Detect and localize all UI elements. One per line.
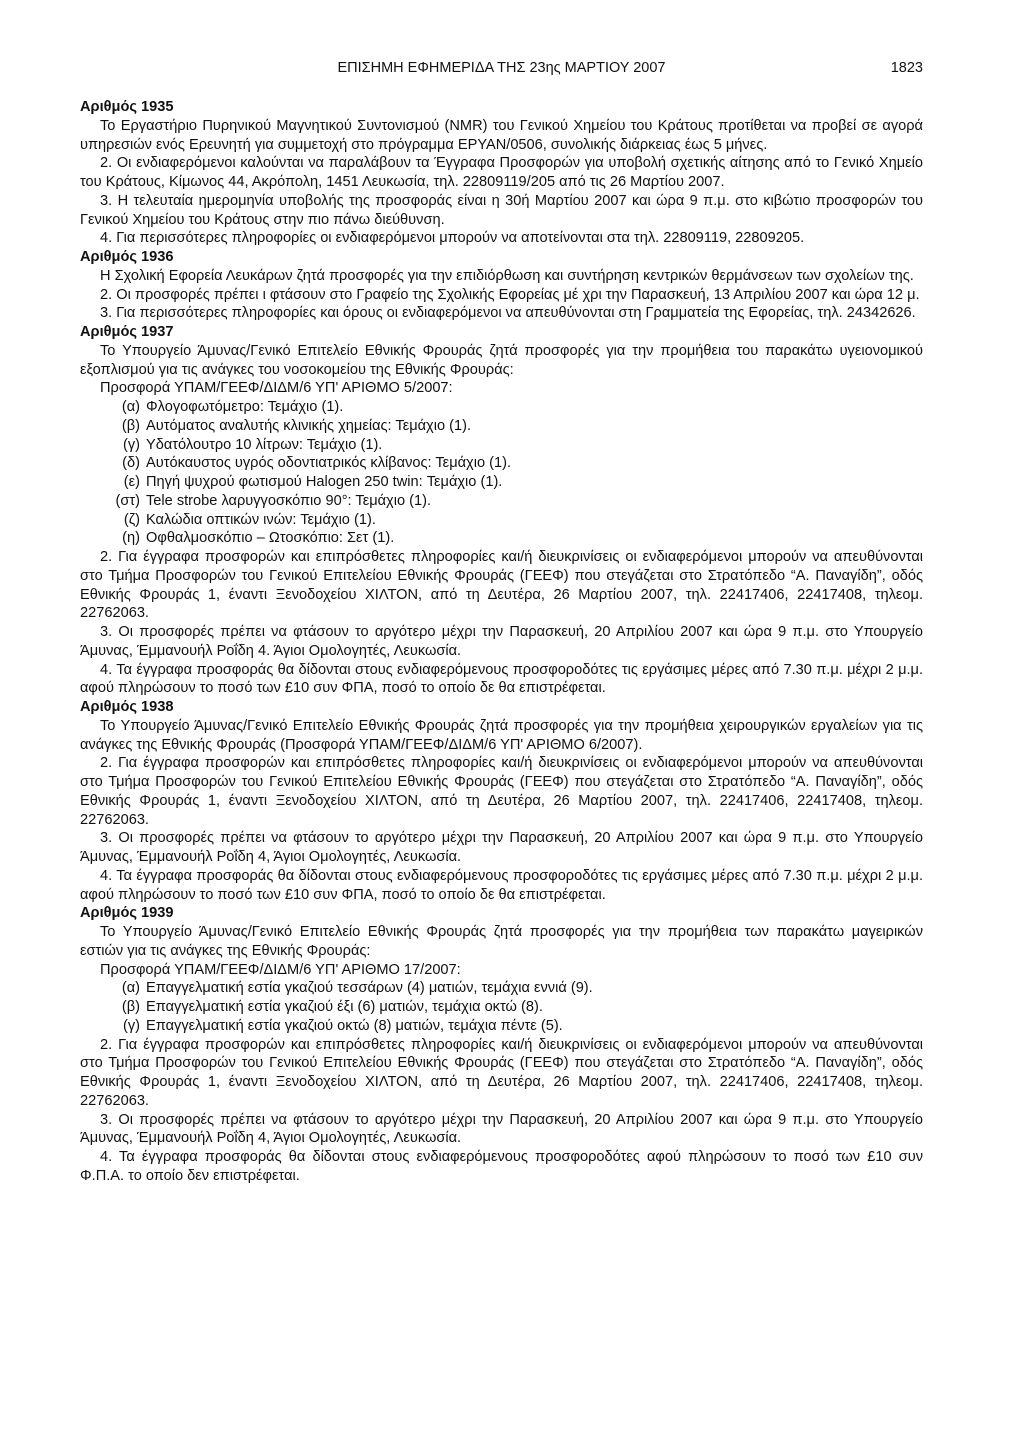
- item-text: Οφθαλμοσκόπιο – Ωτοσκόπιο: Σετ (1).: [146, 530, 395, 547]
- item-label: (γ): [122, 1017, 140, 1034]
- notice-heading: Αριθμός 1937: [80, 324, 174, 340]
- notice-paragraph: 3. Οι προσφορές πρέπει να φτάσουν το αργότερο μέχρι την Παρασκευή, 20 Απριλίου 2007 και ώρα 9 π.μ. στο Υπουργείο Άμυνας, Έμμανουήλ Ροΐδη 4, Άγιοι Ομολογητές, Λευκωσία.: [80, 1111, 923, 1147]
- notice-intro: Το Υπουργείο Άμυνας/Γενικό Επιτελείο Εθνικής Φρουράς ζητά προσφορές για την προμήθεια του παρακάτω υγειονομικού εξοπλισμού για τις ανάγκες του νοσοκομείου της Εθνικής Φρουράς:: [80, 342, 923, 378]
- list-item: [80, 511, 923, 530]
- item-label: (δ): [122, 455, 140, 472]
- offer-reference: Προσφορά ΥΠΑΜ/ΓΕΕΦ/ΔΙΔΜ/6 ΥΠ' ΑΡΙΘΜΟ 5/2007:: [100, 380, 453, 397]
- notice-heading: Αριθμός 1936: [80, 249, 174, 265]
- item-label: (στ): [115, 492, 140, 509]
- list-item: [80, 436, 923, 455]
- item-label: (β): [121, 417, 140, 434]
- notice-paragraph: Το Εργαστήριο Πυρηνικού Μαγνητικού Συντονισμού (NMR) του Γενικού Χημείου του Κράτους προτίθεται να προβεί σε αγορά υπηρεσιών ενός Ερευνητή για συμμετοχή στο πρόγραμμα ΕΡΥΑΝ/0506, συνολικής διάρκειας έως 5 μήνες.: [80, 117, 923, 153]
- notice-paragraph: 4. Τα έγγραφα προσφοράς θα δίδονται στους ενδιαφερόμενους προσφοροδότες αφού πληρώσουν το ποσό των £10 συν Φ.Π.Α. το οποίο δεν επιστρέφεται.: [80, 1149, 923, 1184]
- item-label: (β): [121, 999, 140, 1015]
- list-item: [80, 473, 923, 492]
- list-item: [80, 492, 923, 511]
- item-text: Πηγή ψυχρού φωτισμού Halogen 250 twin: Τεμάχιο (1).: [146, 474, 503, 490]
- item-text: Καλώδια οπτικών ινών: Τεμάχιο (1).: [146, 511, 376, 528]
- list-item: [80, 998, 923, 1017]
- list-item: [80, 454, 923, 473]
- notice-paragraph: 2. Για έγγραφα προσφορών και επιπρόσθετες πληροφορίες και/ή διευκρινίσεις οι ενδιαφερόμενοι μπορούν να απευθύνονται στο Τμήμα Προσφορών του Γενικού Επιτελείου Εθνικής Φρουράς (ΓΕΕΦ) που στεγάζεται στο Στρατόπεδο “Α. Παναγίδη”, οδός Εθνικής Φρουράς 1, έναντι Ξενοδοχείου ΧΙΛΤΟΝ, από τη Δευτέρα, 26 Μαρτίου 2007, τηλ. 22417406, 22417408, τηλεομ. 22762063.: [80, 755, 923, 828]
- page-number: 1823: [890, 60, 923, 76]
- notice-paragraph: 4. Τα έγγραφα προσφοράς θα δίδονται στους ενδιαφερόμενους προσφοροδότες τις εργάσιμες μέρες από 7.30 π.μ. μέχρι 2 μ.μ. αφού πληρώσουν το ποσό των £10 συν ΦΠΑ, ποσό το οποίο δε θα επιστρέφεται.: [80, 867, 923, 903]
- item-label: (α): [121, 980, 140, 997]
- notice-1936: [80, 248, 923, 323]
- notice-intro: Το Υπουργείο Άμυνας/Γενικό Επιτελείο Εθνικής Φρουράς ζητά προσφορές για την προμήθεια των παρακάτω μαγειρικών εστιών για τις ανάγκες της Εθνικής Φρουράς:: [80, 924, 923, 959]
- notice-1935: [80, 98, 923, 248]
- notice-paragraph: 3. Οι προσφορές πρέπει να φτάσουν το αργότερο μέχρι την Παρασκευή, 20 Απριλίου 2007 και ώρα 9 π.μ. στο Υπουργείο Άμυνας, Έμμανουήλ Ροΐδη 4. Άγιοι Ομολογητές, Λευκωσία.: [80, 624, 923, 659]
- item-text: Επαγγελματική εστία γκαζιού έξι (6) ματιών, τεμάχια οκτώ (8).: [146, 999, 543, 1015]
- notice-paragraph: 3. Η τελευταία ημερομηνία υποβολής της προσφοράς είναι η 30ή Μαρτίου 2007 και ώρα 9 π.μ. στο κιβώτιο προσφορών του Γενικού Χημείου του Κράτους στην πιο πάνω διεύθυνση.: [80, 192, 923, 228]
- notice-heading: Αριθμός 1935: [80, 99, 174, 115]
- list-item: [80, 417, 923, 436]
- notice-1937: [80, 323, 923, 698]
- notice-1939: [80, 904, 923, 1185]
- offer-reference: Προσφορά ΥΠΑΜ/ΓΕΕΦ/ΔΙΔΜ/6 ΥΠ' ΑΡΙΘΜΟ 17/2007:: [100, 961, 461, 978]
- item-text: Επαγγελματική εστία γκαζιού οκτώ (8) ματιών, τεμάχια πέντε (5).: [146, 1017, 563, 1034]
- list-item: [80, 529, 923, 548]
- notice-paragraph: 2. Οι προσφορές πρέπει ι φτάσουν στο Γραφείο της Σχολικής Εφορείας μέ χρι την Παρασκευή, 13 Απριλίου 2007 και ώρα 12 μ.: [100, 286, 920, 303]
- page-header: [80, 60, 923, 84]
- notice-paragraph: 3. Για περισσότερες πληροφορίες και όρους οι ενδιαφερόμενοι να απευθύνονται στη Γραμματεία της Εφορείας, τηλ. 24342626.: [100, 305, 916, 322]
- list-item: [80, 398, 923, 417]
- notice-paragraph: 4. Τα έγγραφα προσφοράς θα δίδονται στους ενδιαφερόμενους προσφοροδότες τις εργάσιμες μέρες από 7.30 π.μ. μέχρι 2 μ.μ. αφού πληρώσουν το ποσό των £10 συν ΦΠΑ, ποσό το οποίο δε θα επιστρέφεται.: [80, 661, 923, 697]
- item-text: Αυτόκαυστος υγρός οδοντιατρικός κλίβανος: Τεμάχιο (1).: [146, 455, 511, 472]
- item-text: Tele strobe λαρυγγοσκόπιο 90°: Τεμάχιο (1).: [146, 492, 432, 509]
- notice-paragraph: 4. Για περισσότερες πληροφορίες οι ενδιαφερόμενοι μπορούν να αποτείνονται στα τηλ. 22809119, 22809205.: [100, 230, 805, 247]
- item-label: (α): [121, 399, 140, 415]
- list-item: [80, 979, 923, 998]
- notice-heading: Αριθμός 1938: [80, 699, 174, 715]
- notice-paragraph: Η Σχολική Εφορεία Λευκάρων ζητά προσφορές για την επιδιόρθωση και συντήρηση κεντρικών θερμάνσεων των σχολείων της.: [100, 267, 914, 284]
- item-text: Επαγγελματική εστία γκαζιού τεσσάρων (4) ματιών, τεμάχια εννιά (9).: [146, 980, 593, 997]
- item-text: Υδατόλουτρο 10 λίτρων: Τεμάχιο (1).: [146, 436, 383, 453]
- notice-paragraph: 2. Για έγγραφα προσφορών και επιπρόσθετες πληροφορίες και/ή διευκρινίσεις οι ενδιαφερόμενοι μπορούν να απευθύνονται στο Τμήμα Προσφορών του Γενικού Επιτελείου Εθνικής Φρουράς (ΓΕΕΦ) που στεγάζεται στο Στρατόπεδο “Α. Παναγίδη”, οδός Εθνικής Φρουράς 1, έναντι Ξενοδοχείου ΧΙΛΤΟΝ, από τη Δευτέρα, 26 Μαρτίου 2007, τηλ. 22417406, 22417408, τηλεομ. 22762063.: [80, 549, 923, 622]
- page-content: [80, 98, 923, 1186]
- item-text: Φλογοφωτόμετρο: Τεμάχιο (1).: [146, 399, 344, 415]
- item-label: (γ): [122, 436, 140, 453]
- notice-paragraph: Το Υπουργείο Άμυνας/Γενικό Επιτελείο Εθνικής Φρουράς ζητά προσφορές για την προμήθεια χειρουργικών εργαλείων για τις ανάγκες της Εθνικής Φρουράς (Προσφορά ΥΠΑΜ/ΓΕΕΦ/ΔΙΔΜ/6 ΥΠ' ΑΡΙΘΜΟ 6/2007).: [80, 717, 923, 753]
- gazette-page: [80, 60, 923, 1186]
- notice-heading: Αριθμός 1939: [80, 905, 174, 922]
- item-text: Αυτόματος αναλυτής κλινικής χημείας: Τεμάχιο (1).: [146, 417, 472, 434]
- item-label: (η): [122, 530, 140, 547]
- notice-paragraph: 2. Για έγγραφα προσφορών και επιπρόσθετες πληροφορίες και/ή διευκρινίσεις οι ενδιαφερόμενοι μπορούν να απευθύνονται στο Τμήμα Προσφορών του Γενικού Επιτελείου Εθνικής Φρουράς (ΓΕΕΦ) που στεγάζεται στο Στρατόπεδο “Α. Παναγίδη”, οδός Εθνικής Φρουράς 1, έναντι Ξενοδοχείου ΧΙΛΤΟΝ, από τη Δευτέρα, 26 Μαρτίου 2007, τηλ. 22417406, 22417408, τηλεομ. 22762063.: [80, 1036, 923, 1109]
- list-item: [80, 1017, 923, 1036]
- notice-1938: [80, 698, 923, 904]
- gazette-title: ΕΠΙΣΗΜΗ ΕΦΗΜΕΡΙΔΑ ΤΗΣ 23ης ΜΑΡΤΙΟΥ 2007: [337, 60, 666, 76]
- notice-paragraph: 2. Οι ενδιαφερόμενοι καλούνται να παραλάβουν τα Έγγραφα Προσφορών για υποβολή σχετικής αίτησης από το Γενικό Χημείο του Κράτους, Κίμωνος 44, Ακρόπολη, 1451 Λευκωσία, τηλ. 22809119/205 από τις 26 Μαρτίου 2007.: [80, 155, 923, 190]
- item-label: (ζ): [123, 511, 140, 528]
- item-label: (ε): [123, 474, 140, 490]
- notice-paragraph: 3. Οι προσφορές πρέπει να φτάσουν το αργότερο μέχρι την Παρασκευή, 20 Απριλίου 2007 και ώρα 9 π.μ. στο Υπουργείο Άμυνας, Έμμανουήλ Ροΐδη 4, Άγιοι Ομολογητές, Λευκωσία.: [80, 830, 923, 865]
